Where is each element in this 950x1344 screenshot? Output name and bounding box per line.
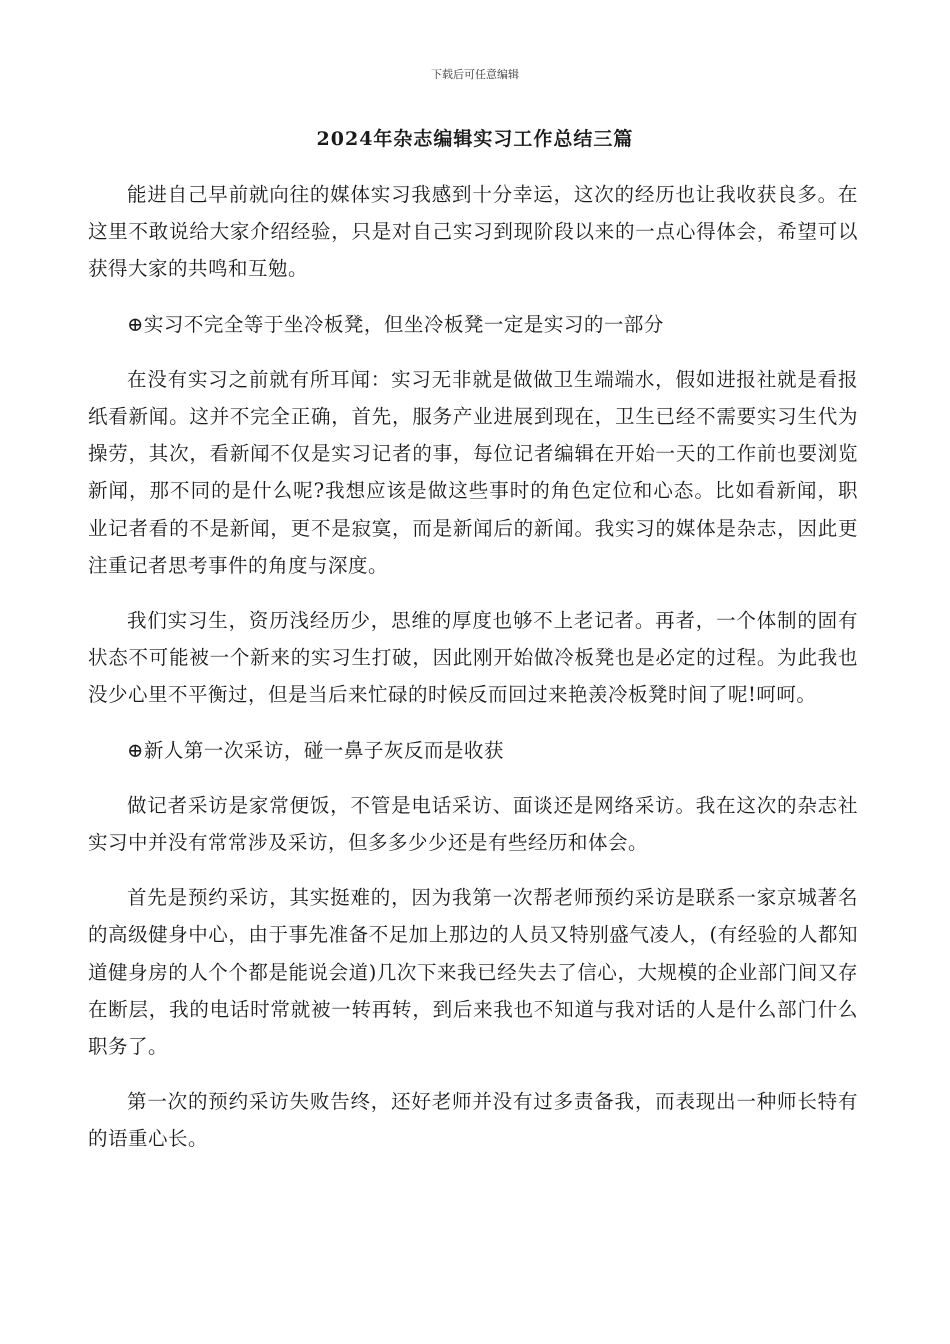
paragraph: 第一次的预约采访失败告终，还好老师并没有过多责备我，而表现出一种师长特有的语重心长。	[88, 1090, 858, 1151]
document-title: 2024年杂志编辑实习工作总结三篇	[316, 128, 634, 150]
paragraph: 在没有实习之前就有所耳闻：实习无非就是做做卫生端端水，假如进报社就是看报纸看新闻。这并不完全正确，首先，服务产业进展到现在，卫生已经不需要实习生代为操劳，其次，看新闻不仅是实习记者的事，每位记者编辑在开始一天的工作前也要浏览新闻，那不同的是什么呢?我想应该是做这些事时的角色定位和心态。比如看新闻，职业记者看的不是新闻，更不是寂寞，而是新闻后的新闻。我实习的媒体是杂志，因此更注重记者思考事件的角度与深度。	[88, 367, 858, 577]
paragraph: 做记者采访是家常便饭，不管是电话采访、面谈还是网络采访。我在这次的杂志社实习中并没有常常涉及采访，但多多少少还是有些经历和体会。	[88, 793, 858, 855]
paragraph: 能进自己早前就向往的媒体实习我感到十分幸运，这次的经历也让我收获良多。在这里不敢说给大家介绍经验，只是对自己实习到现阶段以来的一点心得体会，希望可以获得大家的共鸣和互勉。	[88, 183, 858, 281]
paragraph: 首先是预约采访，其实挺难的，因为我第一次帮老师预约采访是联系一家京城著名的高级健身中心，由于事先准备不足加上那边的人员又特别盛气凌人，(有经验的人都知道健身房的人个个都是能说会道)几次下来我已经失去了信心，大规模的企业部门间又存在断层，我的电话时常就被一转再转，到后来我也不知道与我对话的人是什么部门什么职务了。	[88, 886, 858, 1059]
header-note: 下载后可任意编辑	[431, 68, 519, 81]
document-body	[88, 176, 858, 1176]
paragraph: 我们实习生，资历浅经历少，思维的厚度也够不上老记者。再者，一个体制的固有状态不可能被一个新来的实习生打破，因此刚开始做冷板凳也是必定的过程。为此我也没少心里不平衡过，但是当后来忙碌的时候反而回过来艳羡冷板凳时间了呢!呵呵。	[88, 609, 858, 707]
section-heading: ⊕实习不完全等于坐冷板凳，但坐冷板凳一定是实习的一部分	[127, 312, 664, 336]
section-heading: ⊕新人第一次采访，碰一鼻子灰反而是收获	[127, 738, 504, 762]
